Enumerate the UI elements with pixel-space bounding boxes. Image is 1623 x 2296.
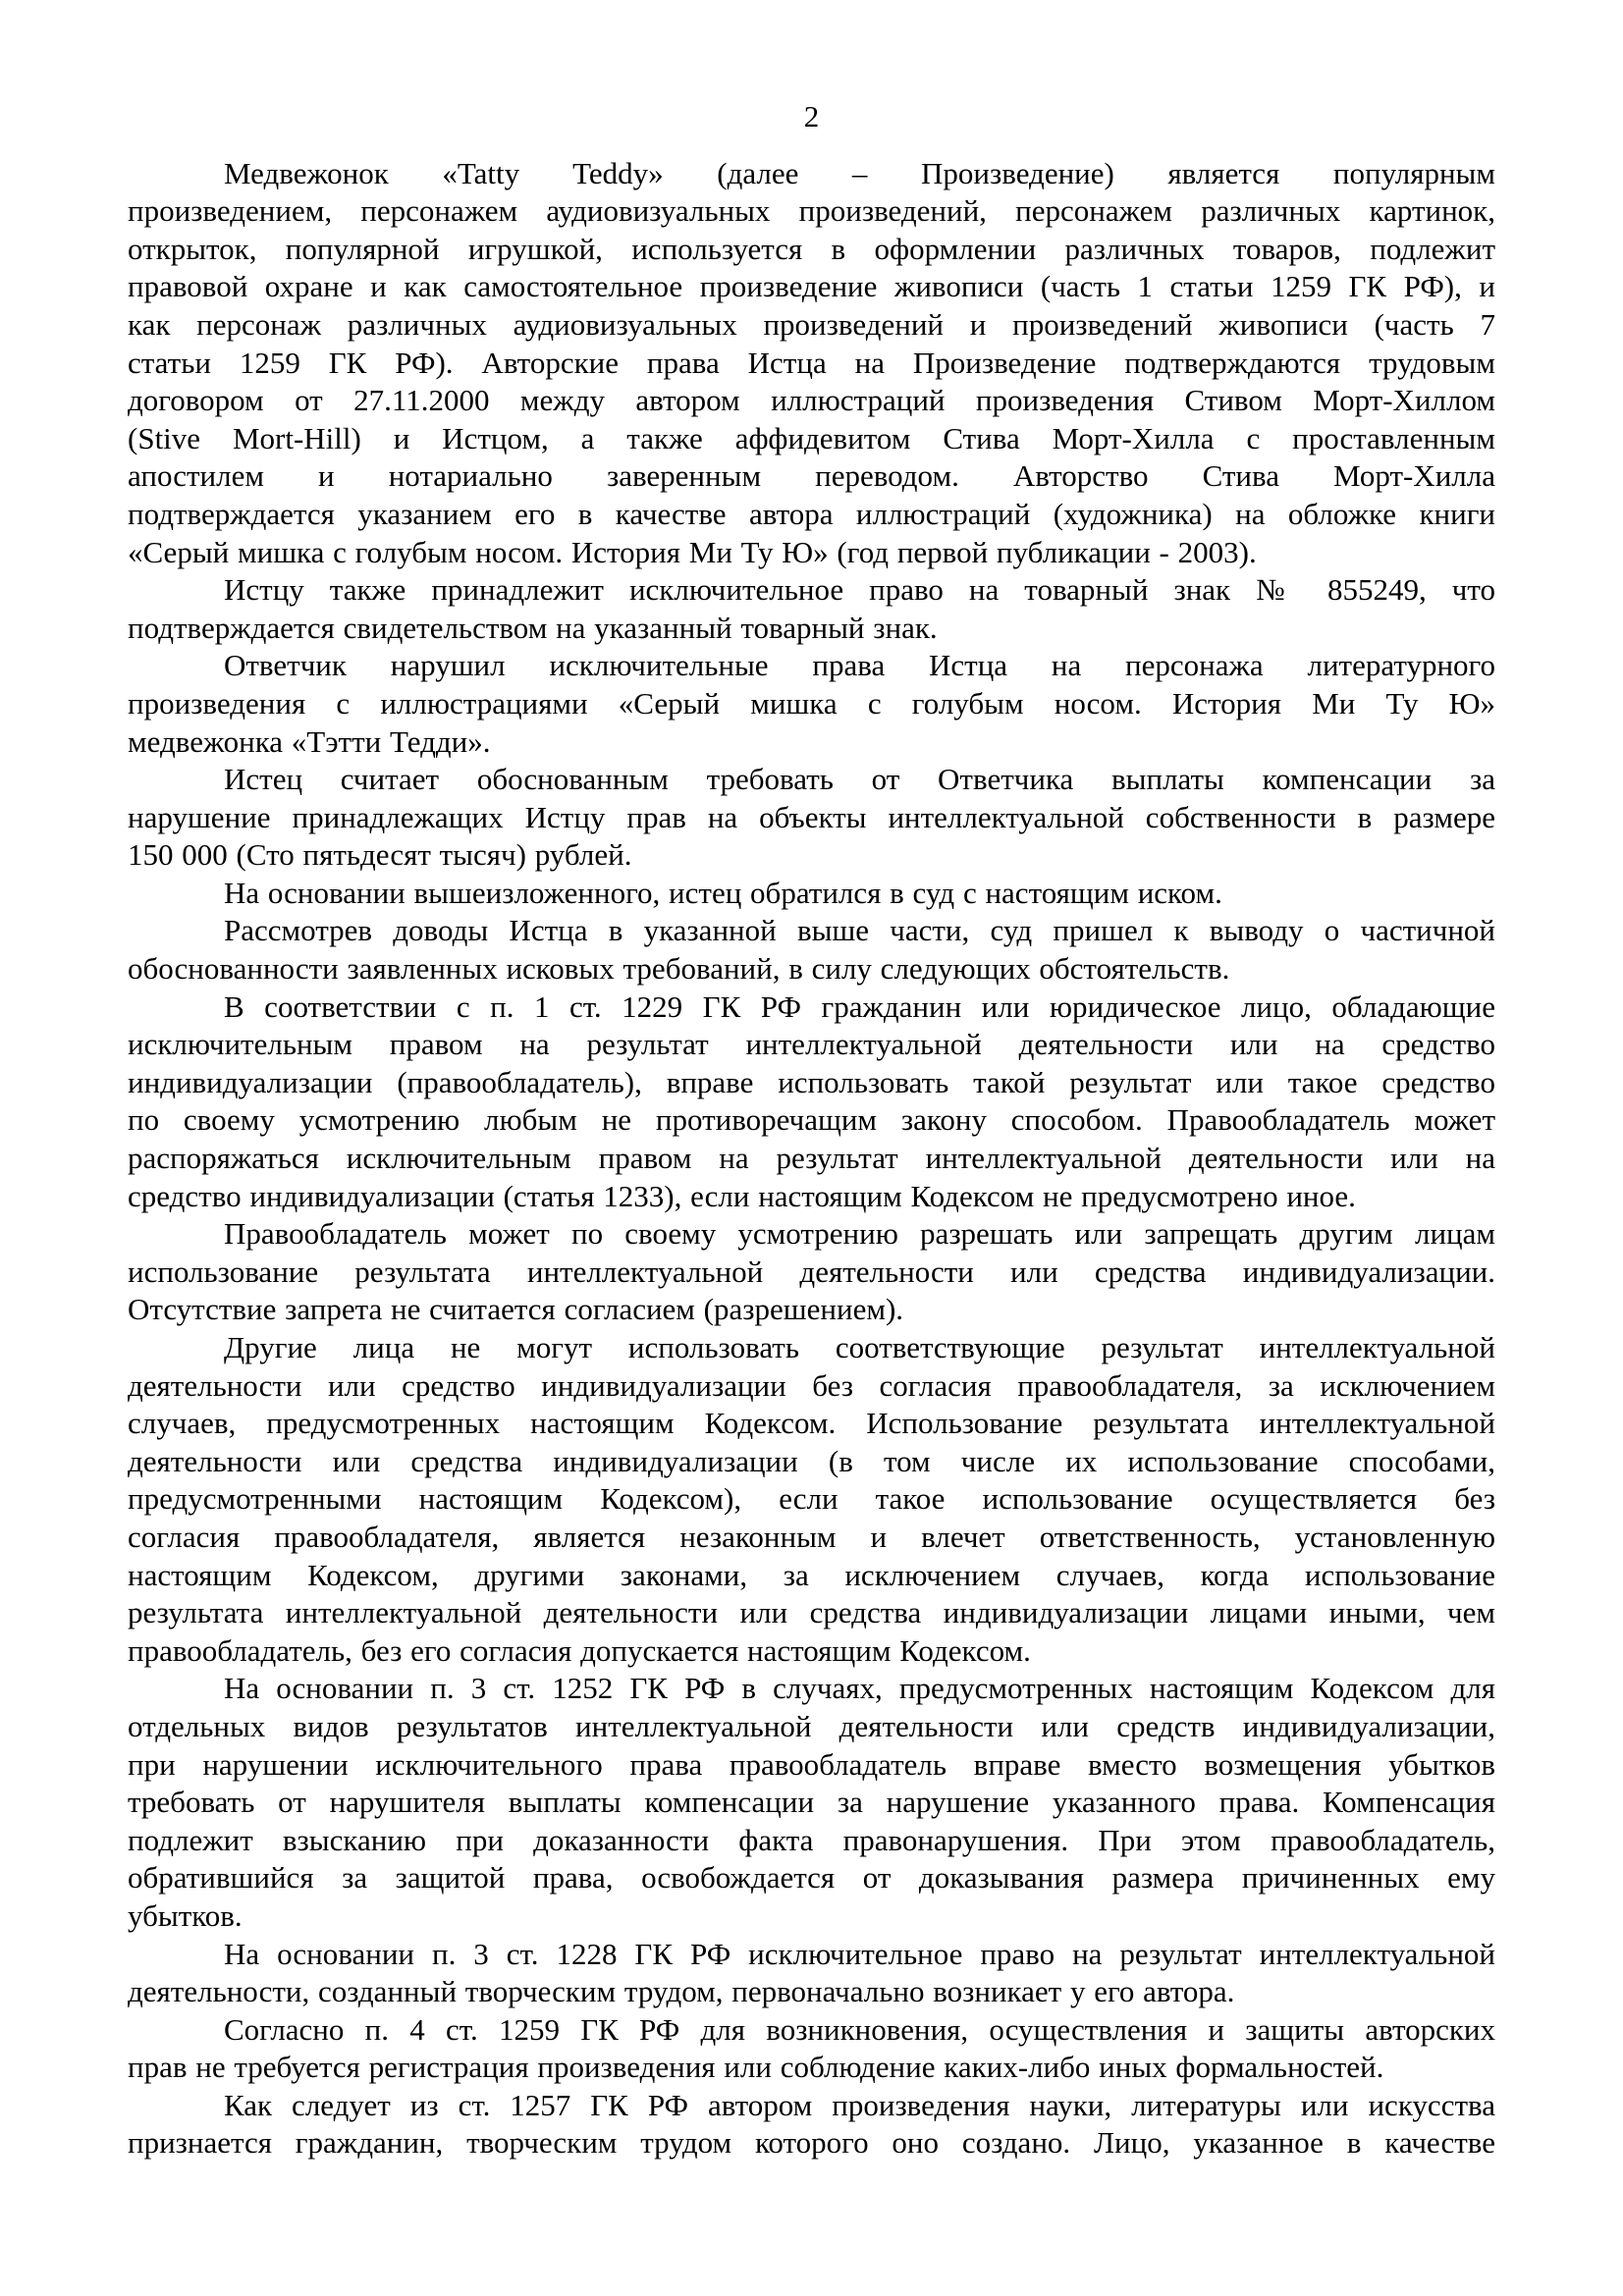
text-line: произведения с иллюстрациями «Серый мишка с голубым носом. История Ми Ту Ю» — [128, 685, 1495, 721]
paragraph-9 — [128, 1329, 1495, 1670]
text-line: при нарушении исключительного права правообладатель вправе вместо возмещения убытков — [128, 1746, 1495, 1782]
text-line: требовать от нарушителя выплаты компенсации за нарушение указанного права. Компенсация — [128, 1785, 1495, 1820]
paragraph-12 — [128, 2011, 1495, 2087]
text-line: В соответствии с п. 1 ст. 1229 ГК РФ гражданин или юридическое лицо, обладающие — [224, 988, 1495, 1024]
paragraph-3 — [128, 647, 1495, 761]
text-line: статьи 1259 ГК РФ). Авторские права Истца на Произведение подтверждаются трудовым — [128, 345, 1495, 380]
text-line: Рассмотрев доводы Истца в указанной выше части, суд пришел к выводу о частичной — [224, 913, 1495, 948]
text-line: Отсутствие запрета не считается согласием (разрешением). — [128, 1292, 904, 1327]
paragraph-6 — [128, 912, 1495, 988]
text-line: На основании п. 3 ст. 1228 ГК РФ исключительное право на результат интеллектуальной — [224, 1936, 1495, 1971]
text-line: деятельности или средства индивидуализации (в том числе их использование способами, — [128, 1443, 1495, 1478]
paragraph-10 — [128, 1670, 1495, 1935]
text-line: На основании вышеизложенного, истец обратился в суд с настоящим иском. — [224, 875, 1222, 910]
text-line: Согласно п. 4 ст. 1259 ГК РФ для возникновения, осуществления и защиты авторских — [224, 2011, 1495, 2047]
text-line: средство индивидуализации (статья 1233), если настоящим Кодексом не предусмотрено иное. — [128, 1178, 1356, 1213]
text-line: деятельности, созданный творческим трудом, первоначально возникает у его автора. — [128, 1974, 1235, 2009]
text-line: произведением, персонажем аудиовизуальных произведений, персонажем различных картинок, — [128, 193, 1495, 229]
text-line: использование результата интеллектуальной деятельности или средства индивидуализации. — [128, 1254, 1495, 1289]
text-line: подтверждается указанием его в качестве автора иллюстраций (художника) на обложке книги — [128, 496, 1495, 531]
text-line: Другие лица не могут использовать соответствующие результат интеллектуальной — [224, 1330, 1495, 1364]
page-number: 2 — [803, 99, 820, 133]
text-line: отдельных видов результатов интеллектуальной деятельности или средств индивидуализации, — [128, 1708, 1495, 1743]
text-line: Истцу также принадлежит исключительное право на товарный знак № 855249, что — [224, 572, 1495, 608]
text-line: договором от 27.11.2000 между автором иллюстраций произведения Стивом Морт-Хиллом — [128, 383, 1495, 418]
document-body — [128, 155, 1495, 2163]
text-line: деятельности или средство индивидуализации без согласия правообладателя, за исключением — [128, 1367, 1495, 1403]
text-line: (Stive Mort-Hill) и Истцом, а также аффидевитом Стива Морт-Хилла с проставленным — [128, 420, 1495, 455]
text-line: подтверждается свидетельством на указанный товарный знак. — [128, 610, 938, 645]
text-line: распоряжаться исключительным правом на результат интеллектуальной деятельности или на — [128, 1141, 1495, 1176]
text-line: индивидуализации (правообладатель), вправе использовать такой результат или такое средство — [128, 1064, 1495, 1099]
text-line: Как следует из ст. 1257 ГК РФ автором произведения науки, литературы или искусства — [224, 2087, 1495, 2122]
text-line: согласия правообладателя, является незаконным и влечет ответственность, установленную — [128, 1519, 1495, 1554]
paragraph-1 — [128, 155, 1495, 572]
text-line: Ответчик нарушил исключительные права Истца на персонажа литературного — [224, 648, 1495, 683]
text-line: обоснованности заявленных исковых требований, в силу следующих обстоятельств. — [128, 951, 1230, 987]
paragraph-11 — [128, 1936, 1495, 2011]
text-line: Медвежонок «Tatty Teddy» (далее – Произведение) является популярным — [224, 155, 1495, 190]
text-line: случаев, предусмотренных настоящим Кодексом. Использование результата интеллектуальной — [128, 1406, 1495, 1441]
text-line: 150 000 (Сто пятьдесят тысяч) рублей. — [128, 837, 632, 873]
text-line: правообладатель, без его согласия допускается настоящим Кодексом. — [128, 1632, 1031, 1668]
text-line: Правообладатель может по своему усмотрению разрешать или запрещать другим лицам — [224, 1216, 1495, 1252]
paragraph-4 — [128, 761, 1495, 875]
text-line: настоящим Кодексом, другими законами, за исключением случаев, когда использование — [128, 1557, 1495, 1592]
text-line: признается гражданин, творческим трудом которого оно создано. Лицо, указанное в качестве — [128, 2125, 1495, 2161]
text-line: результата интеллектуальной деятельности или средства индивидуализации лицами иными, чем — [128, 1595, 1495, 1630]
text-line: «Серый мишка с голубым носом. История Ми Ту Ю» (год первой публикации - 2003). — [128, 534, 1257, 569]
paragraph-5 — [128, 875, 1495, 913]
text-line: На основании п. 3 ст. 1252 ГК РФ в случаях, предусмотренных настоящим Кодексом для — [224, 1671, 1495, 1706]
text-line: исключительным правом на результат интеллектуальной деятельности или на средство — [128, 1027, 1495, 1062]
text-line: убытков. — [128, 1897, 243, 1933]
text-line: обратившийся за защитой права, освобождается от доказывания размера причиненных ему — [128, 1860, 1495, 1896]
text-line: медвежонка «Тэтти Тедди». — [128, 723, 491, 759]
text-line: правовой охране и как самостоятельное произведение живописи (часть 1 статьи 1259 ГК РФ), и — [128, 269, 1495, 304]
text-line: подлежит взысканию при доказанности факта правонарушения. При этом правообладатель, — [128, 1822, 1495, 1857]
text-line: прав не требуется регистрация произведения или соблюдение каких-либо иных формальностей. — [128, 2050, 1384, 2085]
paragraph-2 — [128, 571, 1495, 647]
paragraph-8 — [128, 1215, 1495, 1329]
text-line: предусмотренными настоящим Кодексом), если такое использование осуществляется без — [128, 1481, 1495, 1517]
text-line: по своему усмотрению любым не противоречащим закону способом. Правообладатель может — [128, 1102, 1495, 1138]
text-line: нарушение принадлежащих Истцу прав на объекты интеллектуальной собственности в размере — [128, 799, 1495, 834]
text-line: Истец считает обоснованным требовать от Ответчика выплаты компенсации за — [224, 762, 1495, 797]
paragraph-13 — [128, 2087, 1495, 2163]
text-line: апостилем и нотариально заверенным переводом. Авторство Стива Морт-Хилла — [128, 458, 1495, 494]
text-line: открыток, популярной игрушкой, используется в оформлении различных товаров, подлежит — [128, 231, 1495, 266]
paragraph-7 — [128, 988, 1495, 1216]
text-line: как персонаж различных аудиовизуальных произведений и произведений живописи (часть 7 — [128, 306, 1495, 342]
